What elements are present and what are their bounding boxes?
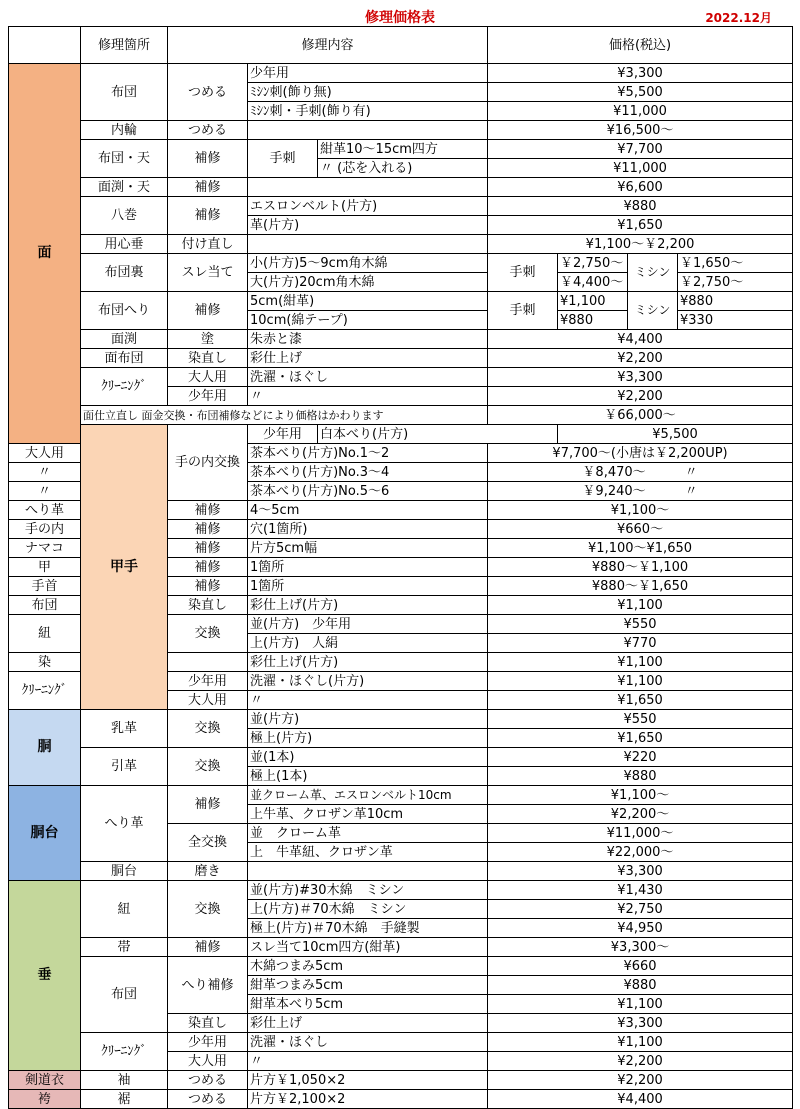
- detail-text: 上(片方) 人絹: [248, 634, 488, 653]
- price-value: ¥1,100: [488, 653, 793, 672]
- category-kendogi: 剣道衣: [9, 1071, 81, 1090]
- action-label: 少年用: [168, 387, 248, 406]
- detail-text: 並 クローム革: [248, 824, 488, 843]
- action-label: 磨き: [168, 862, 248, 881]
- price-value: ¥1,100〜¥1,650: [488, 539, 793, 558]
- action-label: へり補修: [168, 957, 248, 1014]
- detail-text: [248, 121, 488, 140]
- price-value: ¥1,100: [488, 672, 793, 691]
- detail-text: 朱赤と漆: [248, 330, 488, 349]
- method-label: ミシン: [628, 254, 678, 292]
- price-value: ￥4,400〜: [558, 273, 628, 292]
- detail-text: 極上(片方): [248, 729, 488, 748]
- part-label: 布団: [9, 596, 81, 615]
- price-value: ¥5,500: [488, 83, 793, 102]
- category-hakama: 袴: [9, 1090, 81, 1109]
- action-label: つめる: [168, 64, 248, 121]
- detail-text: 彩仕上げ: [248, 349, 488, 368]
- price-value: ￥8,470〜 〃: [488, 463, 793, 482]
- price-value: ¥3,300〜: [488, 938, 793, 957]
- price-value: ¥1,100〜: [488, 501, 793, 520]
- action-label: 補修: [168, 292, 248, 330]
- price-value: ¥1,650: [488, 729, 793, 748]
- price-value: ¥7,700: [488, 140, 793, 159]
- part-label: 面渕・天: [81, 178, 168, 197]
- table-row: [9, 330, 793, 349]
- part-label: 袖: [81, 1071, 168, 1090]
- header-blank: [9, 27, 81, 64]
- method-label: 手刺: [248, 140, 318, 178]
- detail-text: [248, 862, 488, 881]
- action-label: 少年用: [168, 1033, 248, 1052]
- price-value: ¥3,300: [488, 64, 793, 83]
- detail-text: 小(片方)5〜9cm角木綿: [248, 254, 488, 273]
- detail-text: 並クローム革、エスロンベルト10cm: [248, 786, 488, 805]
- price-value: ¥880: [488, 197, 793, 216]
- price-table: [8, 26, 793, 1109]
- part-label: 布団へり: [81, 292, 168, 330]
- header-price: 価格(税込): [488, 27, 793, 64]
- detail-text: 洗濯・ほぐし(片方): [248, 672, 488, 691]
- detail-text: スレ当て10cm四方(紺革): [248, 938, 488, 957]
- price-value: ¥4,400: [488, 330, 793, 349]
- header-content: 修理内容: [168, 27, 488, 64]
- action-label: 〃: [9, 463, 81, 482]
- detail-text: 並(片方)#30木綿 ミシン: [248, 881, 488, 900]
- detail-text: 彩仕上げ(片方): [248, 596, 488, 615]
- part-label: 面渕: [81, 330, 168, 349]
- price-value: ¥1,100〜￥2,200: [488, 235, 793, 254]
- detail-text: 1箇所: [248, 558, 488, 577]
- detail-text: 極上(片方)＃70木綿 手縫製: [248, 919, 488, 938]
- part-label: へり革: [81, 786, 168, 862]
- action-label: 補修: [168, 558, 248, 577]
- table-row: [9, 862, 793, 881]
- price-value: ¥770: [488, 634, 793, 653]
- detail-text: 10cm(綿テープ): [248, 311, 488, 330]
- table-row: [9, 368, 793, 387]
- method-label: ミシン: [628, 292, 678, 330]
- price-value: ¥1,430: [488, 881, 793, 900]
- table-row: [9, 292, 793, 311]
- detail-text: 少年用: [248, 64, 488, 83]
- price-value: ¥6,600: [488, 178, 793, 197]
- detail-text: 紺革本べり5cm: [248, 995, 488, 1014]
- action-label: 染直し: [168, 596, 248, 615]
- price-value: ¥3,300: [488, 368, 793, 387]
- table-row: [9, 938, 793, 957]
- price-value: ¥11,000: [488, 102, 793, 121]
- part-label: 布団・天: [81, 140, 168, 178]
- detail-text: 白本べり(片方): [318, 425, 558, 444]
- part-label: 帯: [81, 938, 168, 957]
- action-label: 〃: [9, 482, 81, 501]
- price-value: ¥11,000: [488, 159, 793, 178]
- action-label: スレ当て: [168, 254, 248, 292]
- action-label: 補修: [168, 938, 248, 957]
- detail-text: ﾐｼﾝ刺(飾り無): [248, 83, 488, 102]
- part-label: 裾: [81, 1090, 168, 1109]
- action-label: 交換: [168, 748, 248, 786]
- detail-text: 革(片方): [248, 216, 488, 235]
- price-value: ¥1,650: [488, 691, 793, 710]
- part-label: 甲: [9, 558, 81, 577]
- price-value: ¥660〜: [488, 520, 793, 539]
- price-value: ¥220: [488, 748, 793, 767]
- action-label: 補修: [168, 178, 248, 197]
- action-label: 交換: [168, 710, 248, 748]
- action-label: 全交換: [168, 824, 248, 862]
- price-value: ¥16,500〜: [488, 121, 793, 140]
- detail-text: 5cm(紺革): [248, 292, 488, 311]
- part-label: 面布団: [81, 349, 168, 368]
- action-label: 補修: [168, 197, 248, 235]
- action-label: [168, 653, 248, 672]
- price-value: ¥1,100〜: [488, 786, 793, 805]
- action-label: 交換: [168, 881, 248, 938]
- header-location: 修理箇所: [81, 27, 168, 64]
- detail-text: 〃: [248, 387, 488, 406]
- price-value: ￥9,240〜 〃: [488, 482, 793, 501]
- part-label: 手の内: [9, 520, 81, 539]
- detail-text: 彩仕上げ: [248, 1014, 488, 1033]
- table-row: [9, 1033, 793, 1052]
- detail-text: 4〜5cm: [248, 501, 488, 520]
- detail-text: 木綿つまみ5cm: [248, 957, 488, 976]
- part-label: ｸﾘｰﾆﾝｸﾞ: [81, 1033, 168, 1071]
- action-label: つめる: [168, 121, 248, 140]
- action-label: 染直し: [168, 349, 248, 368]
- part-label: 布団裏: [81, 254, 168, 292]
- date-label: 2022.12月: [705, 11, 772, 25]
- price-value: ¥550: [488, 615, 793, 634]
- action-label: 塗: [168, 330, 248, 349]
- action-label: 補修: [168, 501, 248, 520]
- table-row: [9, 425, 793, 444]
- price-value: ￥2,750〜: [678, 273, 793, 292]
- price-value: ¥880: [488, 767, 793, 786]
- detail-text: 茶本べり(片方)No.5〜6: [248, 482, 488, 501]
- price-value: ¥1,650: [488, 216, 793, 235]
- price-value: ¥1,100: [558, 292, 628, 311]
- price-value: ¥2,200: [488, 387, 793, 406]
- detail-text: [248, 235, 488, 254]
- price-value: ¥3,300: [488, 862, 793, 881]
- detail-text: 彩仕上げ(片方): [248, 653, 488, 672]
- price-value: ¥1,100: [488, 1033, 793, 1052]
- table-row: [9, 349, 793, 368]
- price-value: ¥880: [678, 292, 793, 311]
- part-label: ナマコ: [9, 539, 81, 558]
- price-value: ￥2,750〜: [558, 254, 628, 273]
- detail-text: 極上(1本): [248, 767, 488, 786]
- part-label: 紐: [81, 881, 168, 938]
- price-value: ¥4,950: [488, 919, 793, 938]
- detail-text: 大(片方)20cm角木綿: [248, 273, 488, 292]
- page-title: 修理価格表: [365, 10, 435, 26]
- price-value: ¥5,500: [558, 425, 793, 444]
- part-label: 紐: [9, 615, 81, 653]
- detail-text: 上 牛革紐、クロザン革: [248, 843, 488, 862]
- table-row: [9, 254, 793, 273]
- action-label: 大人用: [168, 368, 248, 387]
- part-label: 胴台: [81, 862, 168, 881]
- detail-text: 〃: [248, 691, 488, 710]
- detail-text: 紺革つまみ5cm: [248, 976, 488, 995]
- table-row: [9, 121, 793, 140]
- detail-text: エスロンベルト(片方): [248, 197, 488, 216]
- part-label: 引革: [81, 748, 168, 786]
- detail-text: 茶本べり(片方)No.3〜4: [248, 463, 488, 482]
- table-row: [9, 197, 793, 216]
- category-tare: 垂: [9, 881, 81, 1071]
- action-label: 少年用: [248, 425, 318, 444]
- detail-text: 上牛革、クロザン革10cm: [248, 805, 488, 824]
- table-row: [9, 1090, 793, 1109]
- action-label: 補修: [168, 577, 248, 596]
- part-label: 布団: [81, 64, 168, 121]
- detail-text: 茶本べり(片方)No.1〜2: [248, 444, 488, 463]
- part-label: 八巻: [81, 197, 168, 235]
- action-label: 少年用: [168, 672, 248, 691]
- table-row: [9, 957, 793, 976]
- part-label: 手首: [9, 577, 81, 596]
- action-label: 補修: [168, 539, 248, 558]
- action-label: 補修: [168, 520, 248, 539]
- action-label: 交換: [168, 615, 248, 653]
- detail-text: 片方￥2,100×2: [248, 1090, 488, 1109]
- detail-text: 片方5cm幅: [248, 539, 488, 558]
- action-label: 大人用: [168, 1052, 248, 1071]
- part-label: へり革: [9, 501, 81, 520]
- table-row: [9, 710, 793, 729]
- category-men: 面: [9, 64, 81, 444]
- price-value: ¥22,000〜: [488, 843, 793, 862]
- price-value: ¥1,100: [488, 596, 793, 615]
- price-value: ¥880〜￥1,100: [488, 558, 793, 577]
- price-value: ¥2,200〜: [488, 805, 793, 824]
- detail-text: 洗濯・ほぐし: [248, 368, 488, 387]
- detail-text: 紺革10〜15cm四方: [318, 140, 488, 159]
- table-row: [9, 1071, 793, 1090]
- price-value: ¥880: [558, 311, 628, 330]
- price-value: ¥550: [488, 710, 793, 729]
- method-label: 手刺: [488, 254, 558, 292]
- detail-text: 1箇所: [248, 577, 488, 596]
- action-label: 大人用: [168, 691, 248, 710]
- part-label: 手の内交換: [168, 425, 248, 501]
- category-do: 胴: [9, 710, 81, 786]
- detail-text: 穴(1箇所): [248, 520, 488, 539]
- price-value: ¥2,200: [488, 1052, 793, 1071]
- action-label: 付け直し: [168, 235, 248, 254]
- detail-text: 〃 (芯を入れる): [318, 159, 488, 178]
- table-row: [9, 64, 793, 83]
- price-value: ¥2,750: [488, 900, 793, 919]
- detail-text: 並(1本): [248, 748, 488, 767]
- price-value: ￥66,000〜: [488, 406, 793, 425]
- part-label: 乳革: [81, 710, 168, 748]
- table-row: [9, 748, 793, 767]
- part-label: ｸﾘｰﾆﾝｸﾞ: [81, 368, 168, 406]
- header-row: [9, 27, 793, 64]
- table-row: [9, 881, 793, 900]
- price-value: ¥880〜￥1,650: [488, 577, 793, 596]
- detail-text: ﾐｼﾝ刺・手刺(飾り有): [248, 102, 488, 121]
- action-label: 大人用: [9, 444, 81, 463]
- price-value: ¥11,000〜: [488, 824, 793, 843]
- action-label: 補修: [168, 140, 248, 178]
- price-value: ¥330: [678, 311, 793, 330]
- note-text: 面仕立直し 面金交換・布団補修などにより価格はかわります: [81, 406, 488, 425]
- detail-text: 洗濯・ほぐし: [248, 1033, 488, 1052]
- category-kote: 甲手: [81, 425, 168, 710]
- part-label: 用心垂: [81, 235, 168, 254]
- part-label: 染: [9, 653, 81, 672]
- category-dodai: 胴台: [9, 786, 81, 881]
- detail-text: [248, 178, 488, 197]
- price-value: ¥7,700〜(小唐は￥2,200UP): [488, 444, 793, 463]
- detail-text: 上(片方)＃70木綿 ミシン: [248, 900, 488, 919]
- detail-text: 〃: [248, 1052, 488, 1071]
- price-value: ¥3,300: [488, 1014, 793, 1033]
- table-row: [9, 178, 793, 197]
- action-label: つめる: [168, 1090, 248, 1109]
- price-value: ¥880: [488, 976, 793, 995]
- price-value: ¥1,100: [488, 995, 793, 1014]
- table-row: [9, 406, 793, 425]
- action-label: 染直し: [168, 1014, 248, 1033]
- part-label: 布団: [81, 957, 168, 1033]
- table-row: [9, 140, 793, 159]
- detail-text: 片方￥1,050×2: [248, 1071, 488, 1090]
- part-label: ｸﾘｰﾆﾝｸﾞ: [9, 672, 81, 710]
- price-value: ￥1,650〜: [678, 254, 793, 273]
- table-row: [9, 786, 793, 805]
- price-value: ¥4,400: [488, 1090, 793, 1109]
- action-label: 補修: [168, 786, 248, 824]
- price-value: ¥2,200: [488, 349, 793, 368]
- price-value: ¥2,200: [488, 1071, 793, 1090]
- method-label: 手刺: [488, 292, 558, 330]
- detail-text: 並(片方): [248, 710, 488, 729]
- part-label: 内輪: [81, 121, 168, 140]
- action-label: つめる: [168, 1071, 248, 1090]
- table-row: [9, 235, 793, 254]
- price-value: ¥660: [488, 957, 793, 976]
- detail-text: 並(片方) 少年用: [248, 615, 488, 634]
